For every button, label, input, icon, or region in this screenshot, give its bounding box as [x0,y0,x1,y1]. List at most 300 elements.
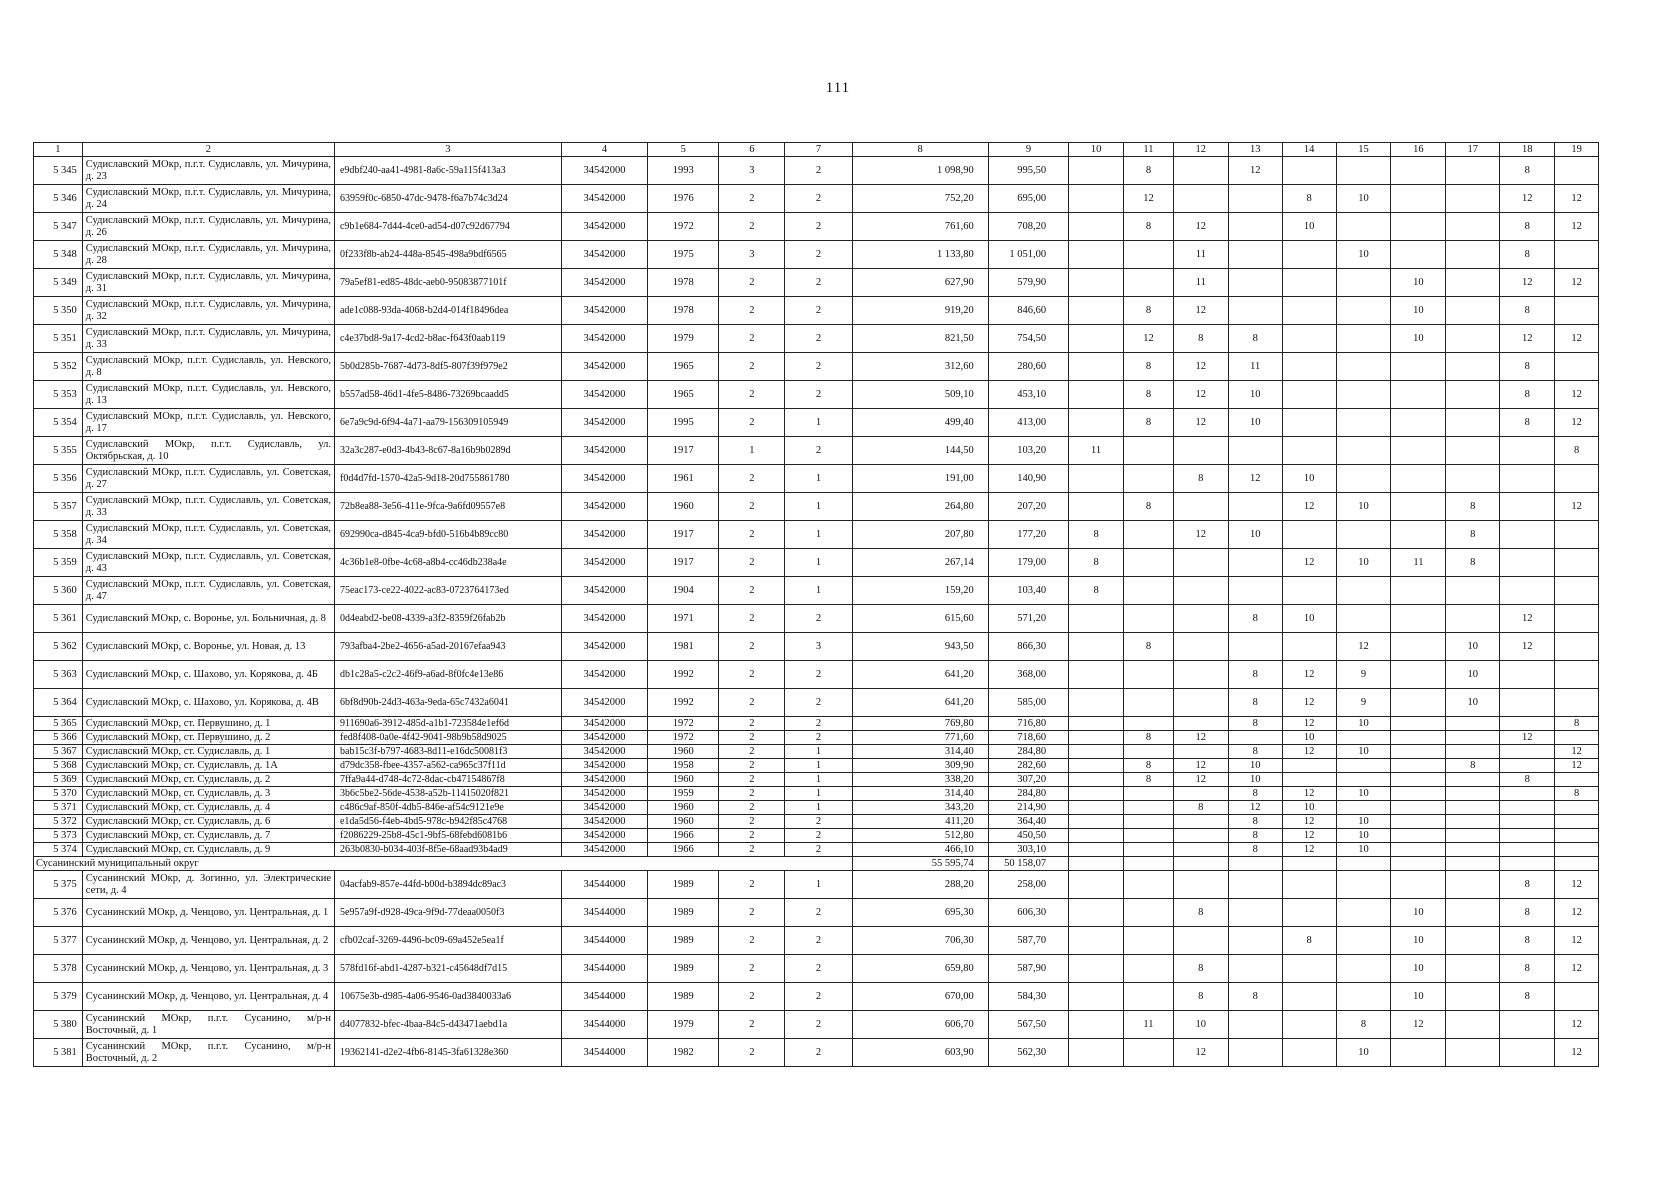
value-col-16 [1391,633,1446,661]
living-area: 140,90 [988,465,1068,493]
value-col-16: 12 [1391,1011,1446,1039]
value-col-14 [1282,241,1336,269]
value-col-17 [1446,983,1500,1011]
build-year: 1959 [648,787,719,801]
total-area: 55 595,74 [852,857,988,871]
oktmo-code: 34542000 [561,689,647,717]
address: Судиславский МОкр, ст. Судиславль, д. 1 [82,745,334,759]
oktmo-code: 34542000 [561,829,647,843]
row-number: 5 378 [34,955,83,983]
value-col-12 [1173,745,1228,759]
oktmo-code: 34542000 [561,409,647,437]
value-col-19: 12 [1555,1011,1599,1039]
address: Судиславский МОкр, ст. Судиславль, д. 1А [82,759,334,773]
total-area: 499,40 [852,409,988,437]
value-col-15 [1336,759,1391,773]
value-col-16 [1391,661,1446,689]
value-col-13: 8 [1228,787,1282,801]
value-col-17 [1446,605,1500,633]
floors: 2 [719,927,785,955]
value-col-11 [1124,843,1174,857]
empty-cell [1173,857,1228,871]
value-col-11 [1124,577,1174,605]
value-col-14 [1282,157,1336,185]
oktmo-code: 34544000 [561,927,647,955]
value-col-17 [1446,871,1500,899]
value-col-17 [1446,927,1500,955]
value-col-15 [1336,773,1391,787]
row-number: 5 353 [34,381,83,409]
value-col-11: 8 [1124,157,1174,185]
oktmo-code: 34544000 [561,983,647,1011]
total-area: 264,80 [852,493,988,521]
build-year: 1982 [648,1039,719,1067]
value-col-17 [1446,409,1500,437]
build-year: 1966 [648,843,719,857]
value-col-13: 12 [1228,157,1282,185]
value-col-18: 8 [1500,871,1555,899]
value-col-11 [1124,717,1174,731]
table-row [34,717,1599,731]
value-col-17 [1446,185,1500,213]
floors: 2 [719,549,785,577]
value-col-10 [1069,955,1124,983]
value-col-17 [1446,157,1500,185]
living-area: 50 158,07 [988,857,1068,871]
address: Сусанинский МОкр, п.г.т. Сусанино, м/р-н Восточный, д. 1 [82,1011,334,1039]
table-row [34,465,1599,493]
entrances: 2 [785,297,852,325]
value-col-16 [1391,815,1446,829]
table-row [34,549,1599,577]
column-number-14: 14 [1282,143,1336,157]
value-col-19 [1555,521,1599,549]
value-col-18 [1500,465,1555,493]
house-guid: 793afba4-2be2-4656-a5ad-20167efaa943 [334,633,561,661]
house-guid: 7ffa9a44-d748-4c72-8dac-cb47154867f8 [334,773,561,787]
value-col-10 [1069,493,1124,521]
build-year: 1961 [648,465,719,493]
floors: 2 [719,801,785,815]
living-area: 567,50 [988,1011,1068,1039]
living-area: 280,60 [988,353,1068,381]
value-col-19: 12 [1555,899,1599,927]
house-guid: 578fd16f-abd1-4287-b321-c45648df7d15 [334,955,561,983]
house-guid: 4c36b1e8-0fbe-4c68-a8b4-cc46db238a4e [334,549,561,577]
value-col-19: 12 [1555,493,1599,521]
living-area: 284,80 [988,787,1068,801]
column-number-header [34,143,1599,157]
value-col-10 [1069,689,1124,717]
row-number: 5 375 [34,871,83,899]
value-col-19 [1555,157,1599,185]
value-col-12: 12 [1173,759,1228,773]
total-area: 466,10 [852,843,988,857]
value-col-15 [1336,297,1391,325]
value-col-14: 12 [1282,549,1336,577]
value-col-16 [1391,437,1446,465]
living-area: 453,10 [988,381,1068,409]
total-area: 314,40 [852,745,988,759]
total-area: 627,90 [852,269,988,297]
value-col-13 [1228,927,1282,955]
value-col-17 [1446,241,1500,269]
living-area: 177,20 [988,521,1068,549]
value-col-14: 12 [1282,745,1336,759]
floors: 2 [719,899,785,927]
value-col-11 [1124,829,1174,843]
table-row [34,829,1599,843]
build-year: 1971 [648,605,719,633]
table-row [34,815,1599,829]
value-col-18 [1500,717,1555,731]
total-area: 309,90 [852,759,988,773]
value-col-11 [1124,521,1174,549]
value-col-11 [1124,927,1174,955]
build-year: 1989 [648,927,719,955]
living-area: 364,40 [988,815,1068,829]
value-col-19: 12 [1555,955,1599,983]
value-col-15 [1336,409,1391,437]
value-col-15 [1336,269,1391,297]
living-area: 606,30 [988,899,1068,927]
house-guid: 3b6c5be2-56de-4538-a52b-11415020f821 [334,787,561,801]
empty-cell [1124,857,1174,871]
value-col-12 [1173,927,1228,955]
value-col-12 [1173,787,1228,801]
living-area: 1 051,00 [988,241,1068,269]
value-col-10 [1069,381,1124,409]
address: Судиславский МОкр, п.г.т. Судиславль, ул. Октябрьская, д. 10 [82,437,334,465]
row-number: 5 349 [34,269,83,297]
value-col-17 [1446,745,1500,759]
column-number-7: 7 [785,143,852,157]
total-area: 1 098,90 [852,157,988,185]
value-col-10 [1069,759,1124,773]
house-guid: 5b0d285b-7687-4d73-8df5-807f39f979e2 [334,353,561,381]
value-col-10 [1069,717,1124,731]
value-col-19: 12 [1555,269,1599,297]
value-col-10 [1069,605,1124,633]
value-col-14 [1282,1011,1336,1039]
row-number: 5 357 [34,493,83,521]
value-col-14: 12 [1282,843,1336,857]
house-guid: 0d4eabd2-be08-4339-a3f2-8359f26fab2b [334,605,561,633]
value-col-16: 10 [1391,297,1446,325]
entrances: 1 [785,773,852,787]
value-col-19 [1555,661,1599,689]
oktmo-code: 34542000 [561,437,647,465]
address: Судиславский МОкр, п.г.т. Судиславль, ул. Мичурина, д. 24 [82,185,334,213]
house-guid: 263b0830-b034-403f-8f5e-68aad93b4ad9 [334,843,561,857]
value-col-13: 11 [1228,353,1282,381]
total-area: 706,30 [852,927,988,955]
value-col-12: 8 [1173,325,1228,353]
value-col-12 [1173,577,1228,605]
build-year: 1960 [648,773,719,787]
value-col-14 [1282,773,1336,787]
living-area: 571,20 [988,605,1068,633]
value-col-10: 8 [1069,549,1124,577]
value-col-13: 8 [1228,689,1282,717]
row-number: 5 364 [34,689,83,717]
value-col-13: 8 [1228,829,1282,843]
value-col-12 [1173,717,1228,731]
value-col-17: 10 [1446,689,1500,717]
value-col-14 [1282,1039,1336,1067]
value-col-10 [1069,843,1124,857]
living-area: 708,20 [988,213,1068,241]
value-col-15 [1336,801,1391,815]
value-col-18: 12 [1500,185,1555,213]
address: Судиславский МОкр, с. Воронье, ул. Новая, д. 13 [82,633,334,661]
value-col-16 [1391,871,1446,899]
value-col-15 [1336,871,1391,899]
build-year: 1960 [648,815,719,829]
value-col-15: 10 [1336,815,1391,829]
row-number: 5 363 [34,661,83,689]
value-col-15 [1336,731,1391,745]
address: Судиславский МОкр, п.г.т. Судиславль, ул. Мичурина, д. 28 [82,241,334,269]
value-col-16 [1391,185,1446,213]
floors: 2 [719,521,785,549]
floors: 2 [719,787,785,801]
value-col-17 [1446,269,1500,297]
address: Сусанинский МОкр, д. Ченцово, ул. Центральная, д. 1 [82,899,334,927]
table-row [34,185,1599,213]
value-col-17 [1446,381,1500,409]
floors: 2 [719,759,785,773]
row-number: 5 366 [34,731,83,745]
value-col-13: 8 [1228,815,1282,829]
living-area: 103,40 [988,577,1068,605]
empty-cell [1069,857,1124,871]
value-col-12 [1173,843,1228,857]
value-col-12: 8 [1173,801,1228,815]
house-guid: e9dbf240-aa41-4981-8a6c-59a115f413a3 [334,157,561,185]
value-col-19 [1555,633,1599,661]
oktmo-code: 34542000 [561,521,647,549]
value-col-18 [1500,815,1555,829]
address: Сусанинский МОкр, п.г.т. Сусанино, м/р-н Восточный, д. 2 [82,1039,334,1067]
value-col-19 [1555,689,1599,717]
build-year: 1975 [648,241,719,269]
oktmo-code: 34542000 [561,843,647,857]
value-col-10 [1069,927,1124,955]
living-area: 303,10 [988,843,1068,857]
living-area: 214,90 [988,801,1068,815]
oktmo-code: 34542000 [561,661,647,689]
floors: 2 [719,731,785,745]
value-col-13: 8 [1228,325,1282,353]
value-col-13: 8 [1228,745,1282,759]
value-col-13: 12 [1228,801,1282,815]
value-col-11: 8 [1124,493,1174,521]
value-col-16 [1391,787,1446,801]
table-row [34,605,1599,633]
table-row [34,731,1599,745]
empty-cell [1500,857,1555,871]
entrances: 1 [785,871,852,899]
value-col-10: 8 [1069,521,1124,549]
value-col-18: 12 [1500,731,1555,745]
house-guid: f2086229-25b8-45c1-9bf5-68febd6081b6 [334,829,561,843]
house-guid: 10675e3b-d985-4a06-9546-0ad3840033a6 [334,983,561,1011]
value-col-11 [1124,269,1174,297]
total-area: 761,60 [852,213,988,241]
value-col-14: 12 [1282,689,1336,717]
living-area: 718,60 [988,731,1068,745]
oktmo-code: 34542000 [561,213,647,241]
value-col-14 [1282,955,1336,983]
value-col-16 [1391,843,1446,857]
value-col-17 [1446,731,1500,745]
value-col-10 [1069,465,1124,493]
build-year: 1993 [648,157,719,185]
value-col-15 [1336,157,1391,185]
oktmo-code: 34542000 [561,549,647,577]
value-col-16 [1391,773,1446,787]
value-col-11: 12 [1124,185,1174,213]
house-guid: 6bf8d90b-24d3-463a-9eda-65c7432a6041 [334,689,561,717]
value-col-16 [1391,745,1446,759]
value-col-13: 10 [1228,759,1282,773]
value-col-16: 10 [1391,269,1446,297]
floors: 3 [719,157,785,185]
value-col-18: 8 [1500,381,1555,409]
floors: 2 [719,577,785,605]
row-number: 5 348 [34,241,83,269]
living-area: 754,50 [988,325,1068,353]
table-row [34,927,1599,955]
oktmo-code: 34542000 [561,577,647,605]
row-number: 5 373 [34,829,83,843]
row-number: 5 346 [34,185,83,213]
address: Судиславский МОкр, п.г.т. Судиславль, ул. Невского, д. 13 [82,381,334,409]
build-year: 1917 [648,437,719,465]
address: Судиславский МОкр, п.г.т. Судиславль, ул. Советская, д. 27 [82,465,334,493]
entrances: 2 [785,829,852,843]
floors: 2 [719,717,785,731]
total-area: 314,40 [852,787,988,801]
row-number: 5 370 [34,787,83,801]
value-col-19 [1555,983,1599,1011]
table-row [34,325,1599,353]
value-col-10 [1069,1011,1124,1039]
value-col-14 [1282,437,1336,465]
table-body [34,157,1599,1067]
value-col-11: 8 [1124,409,1174,437]
value-col-19: 12 [1555,325,1599,353]
value-col-14 [1282,577,1336,605]
value-col-16: 10 [1391,899,1446,927]
entrances: 2 [785,381,852,409]
floors: 2 [719,269,785,297]
table-row [34,745,1599,759]
value-col-14 [1282,633,1336,661]
oktmo-code: 34542000 [561,353,647,381]
table-row [34,983,1599,1011]
total-area: 338,20 [852,773,988,787]
value-col-14: 12 [1282,815,1336,829]
value-col-12: 12 [1173,1039,1228,1067]
value-col-11 [1124,661,1174,689]
value-col-12: 12 [1173,297,1228,325]
value-col-10 [1069,787,1124,801]
total-area: 670,00 [852,983,988,1011]
living-area: 450,50 [988,829,1068,843]
value-col-16 [1391,731,1446,745]
house-guid: fed8f408-0a0e-4f42-9041-98b9b58d9025 [334,731,561,745]
value-col-10: 8 [1069,577,1124,605]
value-col-11 [1124,787,1174,801]
table-row [34,787,1599,801]
house-guid: 6e7a9c9d-6f94-4a71-aa79-156309105949 [334,409,561,437]
value-col-10 [1069,185,1124,213]
row-number: 5 354 [34,409,83,437]
value-col-11 [1124,437,1174,465]
total-area: 267,14 [852,549,988,577]
value-col-18: 8 [1500,297,1555,325]
entrances: 2 [785,983,852,1011]
value-col-10 [1069,829,1124,843]
value-col-18: 8 [1500,353,1555,381]
oktmo-code: 34542000 [561,801,647,815]
column-number-9: 9 [988,143,1068,157]
address: Судиславский МОкр, п.г.т. Судиславль, ул. Мичурина, д. 23 [82,157,334,185]
value-col-11: 8 [1124,759,1174,773]
value-col-13: 8 [1228,843,1282,857]
house-guid: c486c9af-850f-4db5-846e-af54c9121e9e [334,801,561,815]
entrances: 2 [785,437,852,465]
oktmo-code: 34542000 [561,325,647,353]
table-row [34,871,1599,899]
value-col-18: 8 [1500,157,1555,185]
address: Судиславский МОкр, п.г.т. Судиславль, ул. Мичурина, д. 33 [82,325,334,353]
value-col-15: 10 [1336,717,1391,731]
address: Судиславский МОкр, п.г.т. Судиславль, ул. Невского, д. 17 [82,409,334,437]
oktmo-code: 34544000 [561,871,647,899]
row-number: 5 362 [34,633,83,661]
house-guid: 32a3c287-e0d3-4b43-8c67-8a16b9b0289d [334,437,561,465]
value-col-18 [1500,549,1555,577]
oktmo-code: 34542000 [561,465,647,493]
value-col-16 [1391,213,1446,241]
address: Судиславский МОкр, п.г.т. Судиславль, ул. Мичурина, д. 32 [82,297,334,325]
value-col-12 [1173,185,1228,213]
value-col-16: 11 [1391,549,1446,577]
floors: 2 [719,185,785,213]
total-area: 159,20 [852,577,988,605]
district-subtotal-row [34,857,1599,871]
value-col-19: 12 [1555,381,1599,409]
value-col-10 [1069,241,1124,269]
column-number-12: 12 [1173,143,1228,157]
value-col-17 [1446,829,1500,843]
build-year: 1960 [648,801,719,815]
value-col-18: 8 [1500,955,1555,983]
value-col-11: 12 [1124,325,1174,353]
table-row [34,269,1599,297]
total-area: 771,60 [852,731,988,745]
value-col-19 [1555,731,1599,745]
house-guid: c4e37bd8-9a17-4cd2-b8ac-f643f0aab119 [334,325,561,353]
build-year: 1981 [648,633,719,661]
value-col-13 [1228,731,1282,745]
value-col-19: 12 [1555,871,1599,899]
value-col-15: 12 [1336,633,1391,661]
house-guid: 72b8ea88-3e56-411e-9fca-9a6fd09557e8 [334,493,561,521]
